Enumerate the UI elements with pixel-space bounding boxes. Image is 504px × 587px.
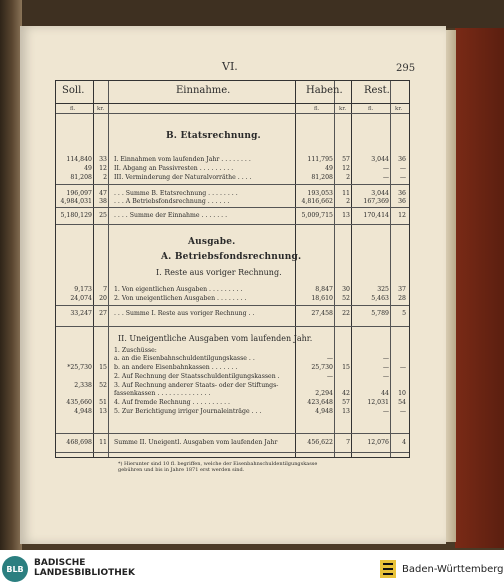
ledger-cell-text: . . . Summe B. Etatsrechnung . . . . . . . . <box>114 190 238 197</box>
ledger-cell-rest-fl: 44 <box>381 390 389 397</box>
ledger-cell-soll-fl: 4,948 <box>74 408 92 415</box>
blb-logo: BLB <box>2 556 28 582</box>
ledger-cell-haben-kr: 22 <box>342 310 350 317</box>
ledger-cell-rest-fl: 325 <box>377 286 389 293</box>
ledger-cell-soll-fl: 196,097 <box>66 190 92 197</box>
sum-rule <box>56 433 409 434</box>
ledger-cell-soll-fl: 2,338 <box>74 382 92 389</box>
section-number: VI. <box>222 60 238 73</box>
ledger-cell-haben-fl: 18,610 <box>311 295 333 302</box>
ledger-cell-text: 5. Zur Berichtigung irriger Journaleinträge . . . <box>114 408 262 415</box>
ledger-cell-rest-fl: — <box>382 373 389 380</box>
ledger-cell-soll-kr: 38 <box>99 198 107 205</box>
ledger-cell-soll-kr: 7 <box>103 286 107 293</box>
ledger-cell-haben-kr: 7 <box>346 439 350 446</box>
ledger-table <box>55 80 410 473</box>
ledger-cell-text: II. Abgang an Passivresten . . . . . . . . . <box>114 165 234 172</box>
ledger-cell-rest-kr: — <box>399 174 406 181</box>
blb-name <box>34 558 135 578</box>
unit-rule <box>56 113 409 114</box>
ledger-cell-soll-kr: 20 <box>99 295 107 302</box>
ledger-cell-soll-fl: 468,698 <box>66 439 92 446</box>
book-spine <box>0 0 22 550</box>
ledger-cell-haben-kr: 15 <box>342 364 350 371</box>
book-cover-edge <box>455 28 504 548</box>
col-head-haben: Haben. <box>306 85 343 96</box>
ledger-cell-rest-fl: — <box>382 408 389 415</box>
ledger-cell-soll-fl: 81,208 <box>70 174 92 181</box>
bw-lions-icon <box>378 558 398 580</box>
ledger-cell-text: 2. Auf Rechnung der Staatsschuldentilgungskassen . <box>114 373 280 380</box>
blb-line2: LANDESBIBLIOTHEK <box>34 568 135 578</box>
ledger-cell-rest-kr: 4 <box>402 439 406 446</box>
ledger-cell-rest-fl: 5,463 <box>371 295 389 302</box>
ledger-cell-soll-kr: 2 <box>103 174 107 181</box>
ledger-cell-haben-kr: 13 <box>342 408 350 415</box>
ledger-cell-soll-fl: 49 <box>84 165 92 172</box>
ledger-cell-rest-kr: 10 <box>398 390 406 397</box>
ledger-cell-rest-kr: 28 <box>398 295 406 302</box>
ledger-cell-text: III. Verminderung der Naturalvorräthe . . . . <box>114 174 252 181</box>
subsection-title: I. Reste aus voriger Rechnung. <box>156 268 282 277</box>
ledger-cell-soll-kr: 27 <box>99 310 107 317</box>
sum-rule <box>56 452 409 453</box>
ledger-cell-text: a. an die Eisenbahnschuldentilgungskasse . . <box>114 355 255 362</box>
top-shadow <box>20 0 504 28</box>
ledger-cell-text: 4. Auf fremde Rechnung . . . . . . . . . . <box>114 399 230 406</box>
section-title: B. Etatsrechnung. <box>166 131 261 141</box>
ledger-cell-haben-kr: 57 <box>342 156 350 163</box>
ledger-cell-text: . . . A Betriebsfondsrechnung . . . . . . <box>114 198 230 205</box>
ledger-cell-haben-fl: 8,847 <box>315 286 333 293</box>
page-edge <box>446 30 456 542</box>
ledger-cell-rest-kr: — <box>399 364 406 371</box>
ledger-cell-haben-kr: 13 <box>342 212 350 219</box>
ledger-cell-text: fassenkassen . . . . . . . . . . . . . . <box>114 390 211 397</box>
ledger-cell-soll-kr: 12 <box>99 165 107 172</box>
ledger-cell-text: I. Einnahmen vom laufenden Jahr . . . . . . . . <box>114 156 251 163</box>
ledger-cell-rest-fl: 3,044 <box>371 190 389 197</box>
unit-fl: fl. <box>314 106 320 112</box>
ledger-cell-rest-fl: — <box>382 355 389 362</box>
unit-fl: fl. <box>70 106 76 112</box>
ledger-cell-rest-fl: 3,044 <box>371 156 389 163</box>
col-head-rest: Rest. <box>364 85 390 96</box>
ledger-cell-rest-kr: 5 <box>402 310 406 317</box>
ledger-cell-rest-fl: — <box>382 364 389 371</box>
ledger-cell-haben-kr: 2 <box>346 198 350 205</box>
unit-kr: kr. <box>395 106 403 112</box>
ledger-cell-soll-fl: 4,984,031 <box>60 198 92 205</box>
ledger-cell-soll-fl: 9,173 <box>74 286 92 293</box>
ledger-cell-soll-fl: 5,180,129 <box>60 212 92 219</box>
ledger-cell-rest-fl: 170,414 <box>363 212 389 219</box>
ledger-cell-soll-kr: 33 <box>99 156 107 163</box>
unit-kr: kr. <box>339 106 347 112</box>
ledger-cell-haben-fl: 111,795 <box>307 156 333 163</box>
ledger-cell-haben-kr: 52 <box>342 295 350 302</box>
ledger-cell-rest-fl: 5,789 <box>371 310 389 317</box>
header-rule <box>56 103 409 104</box>
col-divider <box>108 81 109 457</box>
ledger-cell-rest-kr: 36 <box>398 190 406 197</box>
ledger-cell-haben-fl: 456,622 <box>307 439 333 446</box>
ledger-cell-haben-fl: 193,053 <box>307 190 333 197</box>
ledger-cell-rest-kr: 37 <box>398 286 406 293</box>
ledger-cell-rest-fl: 12,076 <box>367 439 389 446</box>
ledger-cell-text: 3. Auf Rechnung anderer Staats- oder der Stiftungs- <box>114 382 279 389</box>
ledger-cell-haben-fl: 81,208 <box>311 174 333 181</box>
sum-rule <box>56 326 409 327</box>
ledger-cell-soll-fl: 435,660 <box>66 399 92 406</box>
sum-rule <box>56 207 409 208</box>
ledger-cell-haben-kr: 30 <box>342 286 350 293</box>
ledger-cell-rest-kr: 12 <box>398 212 406 219</box>
ledger-cell-haben-fl: 27,458 <box>311 310 333 317</box>
ledger-cell-haben-kr: 12 <box>342 165 350 172</box>
ledger-cell-text: b. an andere Eisenbahnkassen . . . . . . . <box>114 364 238 371</box>
ledger-cell-haben-fl: 49 <box>325 165 333 172</box>
ledger-cell-text: 2. Von uneigentlichen Ausgaben . . . . . . . . <box>114 295 247 302</box>
ledger-cell-haben-fl: 25,730 <box>311 364 333 371</box>
ledger-cell-text: 1. Zuschüsse: <box>114 347 157 354</box>
ledger-cell-text: 1. Von eigentlichen Ausgaben . . . . . . . . . <box>114 286 243 293</box>
col-head-einnahme: Einnahme. <box>176 85 231 96</box>
ledger-cell-soll-fl: 114,840 <box>66 156 92 163</box>
ledger-cell-text: . . . . Summe der Einnahme . . . . . . . <box>114 212 228 219</box>
ledger-cell-soll-kr: 11 <box>99 439 107 446</box>
subsection-title: II. Uneigentliche Ausgaben vom laufenden Jahr. <box>118 334 313 343</box>
ledger-cell-soll-kr: 13 <box>99 408 107 415</box>
ledger-cell-rest-fl: 167,369 <box>363 198 389 205</box>
ledger-cell-haben-kr: 42 <box>342 390 350 397</box>
ledger-cell-rest-fl: 12,031 <box>367 399 389 406</box>
ledger-cell-haben-fl: 4,816,662 <box>301 198 333 205</box>
ledger-cell-rest-kr: 36 <box>398 198 406 205</box>
sum-rule <box>56 184 409 185</box>
ledger-cell-soll-kr: 47 <box>99 190 107 197</box>
ledger-cell-soll-fl: *25,730 <box>67 364 92 371</box>
ledger-cell-rest-kr: — <box>399 408 406 415</box>
ledger-cell-text: Summe II. Uneigentl. Ausgaben vom laufenden Jahr <box>114 439 278 446</box>
ledger-cell-text: . . . Summe I. Reste aus voriger Rechnung . . <box>114 310 255 317</box>
ledger-cell-rest-kr: 54 <box>398 399 406 406</box>
sum-rule <box>56 305 409 306</box>
blb-line1: BADISCHE <box>34 558 86 568</box>
section-title: A. Betriebsfondsrechnung. <box>161 252 302 262</box>
page-number: 295 <box>396 63 416 74</box>
ledger-cell-soll-fl: 24,074 <box>70 295 92 302</box>
ledger-cell-haben-fl: 5,009,715 <box>301 212 333 219</box>
ledger-cell-haben-fl: 2,294 <box>315 390 333 397</box>
section-title: Ausgabe. <box>188 237 236 247</box>
col-head-soll: Soll. <box>62 85 85 96</box>
ledger-cell-soll-kr: 52 <box>99 382 107 389</box>
ledger-cell-haben-fl: — <box>326 373 333 380</box>
ledger-cell-haben-fl: — <box>326 355 333 362</box>
ledger-cell-rest-fl: — <box>382 174 389 181</box>
sum-rule <box>56 224 409 225</box>
ledger-cell-soll-fl: 33,247 <box>70 310 92 317</box>
ledger-cell-haben-kr: 57 <box>342 399 350 406</box>
footnote: *) Hierunter sind 10 fl. begriffen, welche der Eisenbahnschuldentilgungskasse gebühren und bis in Jahre 1871 erst werden sind. <box>118 461 318 473</box>
ledger-cell-rest-kr: 36 <box>398 156 406 163</box>
ledger-cell-haben-fl: 423,648 <box>307 399 333 406</box>
bw-name: Baden-Württemberg <box>402 564 504 575</box>
ledger-cell-rest-kr: — <box>399 165 406 172</box>
ledger-cell-haben-fl: 4,948 <box>315 408 333 415</box>
ledger-cell-rest-fl: — <box>382 165 389 172</box>
ledger-cell-soll-kr: 15 <box>99 364 107 371</box>
ledger-cell-soll-kr: 51 <box>99 399 107 406</box>
unit-kr: kr. <box>97 106 105 112</box>
ledger-cell-soll-kr: 25 <box>99 212 107 219</box>
unit-fl: fl. <box>368 106 374 112</box>
ledger-cell-haben-kr: 11 <box>342 190 350 197</box>
ledger-cell-haben-kr: 2 <box>346 174 350 181</box>
